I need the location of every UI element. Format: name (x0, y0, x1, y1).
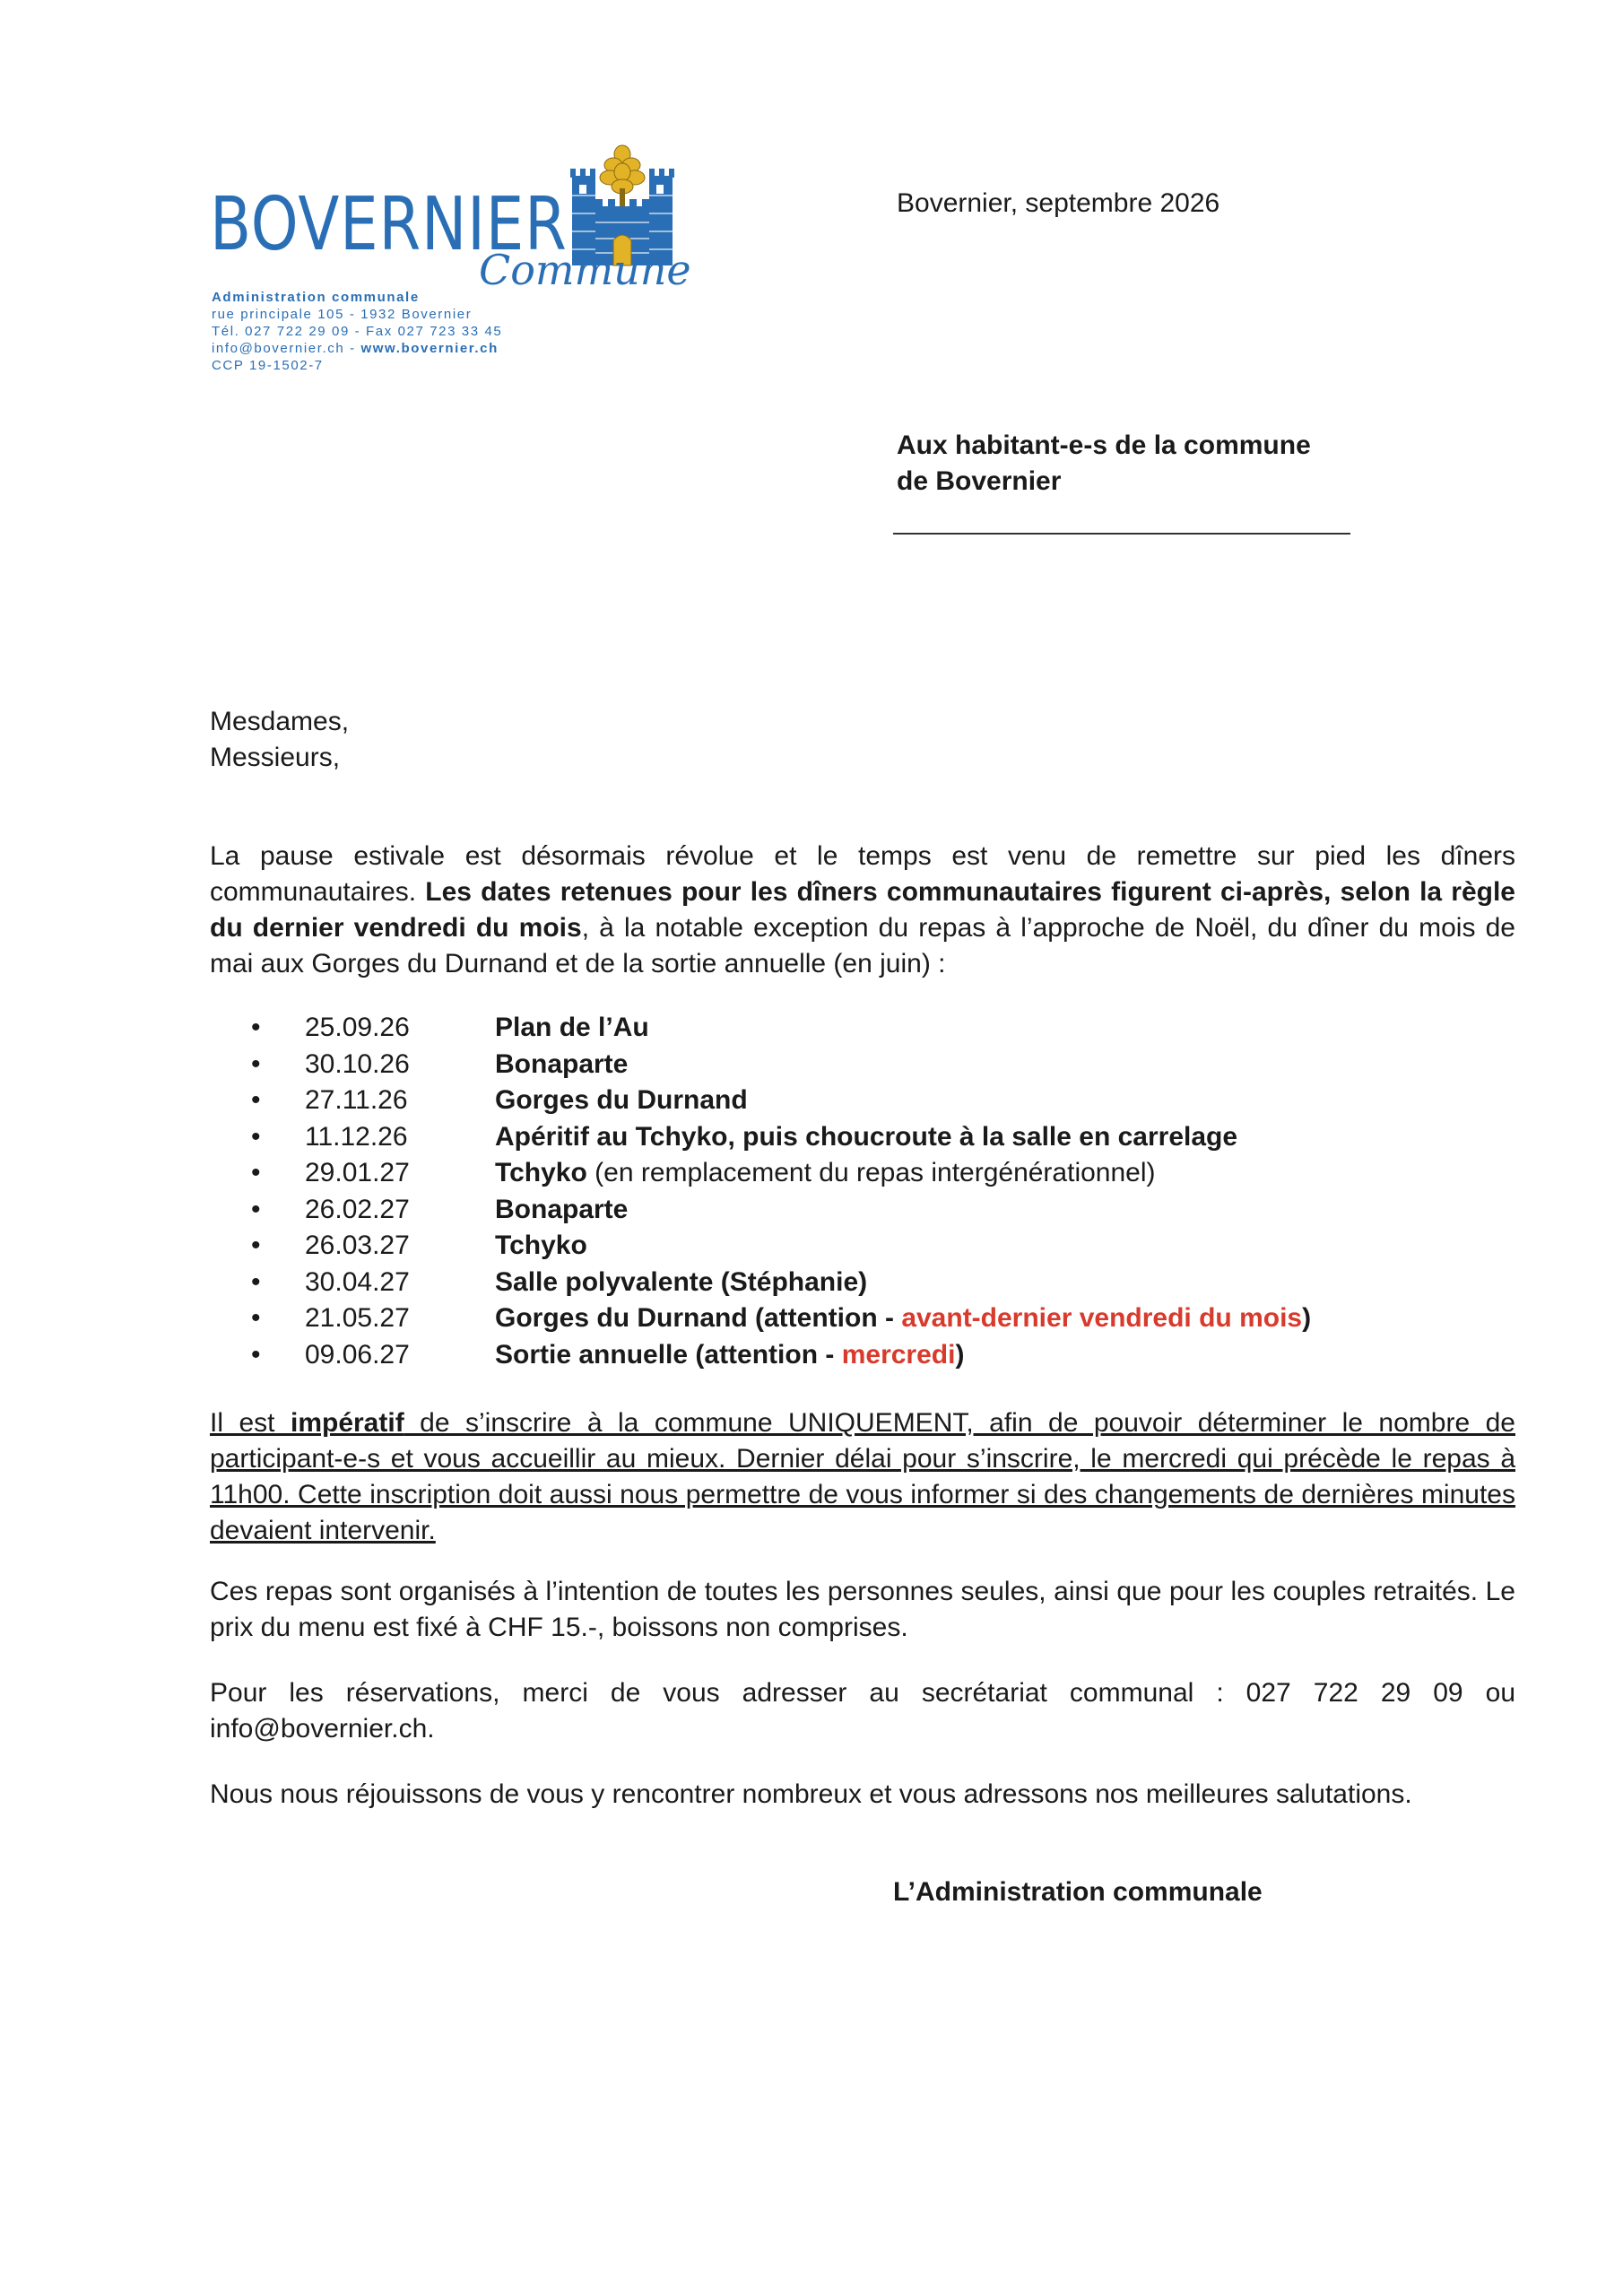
dinner-place: Gorges du Durnand (attention - avant-dernier vendredi du mois) (495, 1303, 1312, 1333)
registration-bold: impératif (290, 1408, 404, 1438)
bullet-icon: • (251, 1013, 261, 1042)
dinner-date: 27.11.26 (305, 1085, 408, 1115)
dinner-date: 30.10.26 (305, 1048, 410, 1079)
bullet-icon: • (251, 1194, 261, 1224)
recipient-divider (893, 533, 1350, 535)
sender-ccp: CCP 19-1502-7 (212, 358, 324, 373)
bullet-icon: • (251, 1048, 261, 1079)
logo-commune-script: Commune (479, 246, 691, 294)
audience-paragraph: Ces repas sont organisés à l’intention de toutes les personnes seules, ainsi que pour les couples retraités. Le prix du menu est fixé à CHF 15.-, boissons non comprises. (210, 1577, 1515, 1642)
logo-wordmark: BOVERNIER (210, 182, 568, 267)
bullet-icon: • (251, 1085, 261, 1115)
recipient-line-2: de Bovernier (897, 466, 1062, 496)
dinner-place: Gorges du Durnand (495, 1085, 748, 1115)
signature: L’Administration communale (893, 1877, 1263, 1907)
bullet-icon: • (251, 1158, 261, 1187)
dinner-date: 21.05.27 (305, 1303, 410, 1333)
commune-logo (210, 142, 691, 294)
sender-organisation: Administration communale (212, 290, 420, 305)
intro-bold: Les dates retenues pour les dîners communautaires figurent ci-après, selon la règle du dernier vendredi du mois (210, 877, 1515, 943)
dinner-date: 25.09.26 (305, 1013, 410, 1042)
recipient-line-1: Aux habitant-e-s de la commune (897, 430, 1311, 460)
dinner-place: Apéritif au Tchyko, puis choucroute à la salle en carrelage (495, 1121, 1238, 1152)
recipient-block (897, 428, 1311, 500)
dinner-date: 30.04.27 (305, 1266, 410, 1297)
dinner-date: 26.02.27 (305, 1194, 410, 1224)
intro-paragraph (210, 839, 1515, 982)
bullet-icon: • (251, 1231, 261, 1260)
bullet-icon: • (251, 1121, 261, 1152)
sender-email: info@bovernier.ch - (212, 341, 361, 356)
dinner-date: 29.01.27 (305, 1158, 410, 1187)
dinner-place: Bonaparte (495, 1194, 629, 1224)
salutation (210, 704, 1515, 776)
bullet-icon: • (251, 1266, 261, 1297)
salutation-line-2: Messieurs, (210, 743, 341, 772)
dinner-date: 09.06.27 (305, 1339, 410, 1370)
dinner-place: Tchyko (en remplacement du repas intergénérationnel) (495, 1158, 1156, 1187)
reservations-paragraph: Pour les réservations, merci de vous adresser au secrétariat communal : 027 722 29 09 ou info@bovernier.ch. (210, 1678, 1515, 1744)
registration-text-2: de s’inscrire à la commune UNIQUEMENT, afin de pouvoir déterminer le nombre de participant-e-s et vous accueillir au mieux. Dernier délai pour s’inscrire, le mercredi qui précède le repas à 11h00. Cette inscription doit aussi nous permettre de vous informer si des changements de dernières minutes devaient intervenir. (210, 1408, 1515, 1545)
intro-text-2: , à la notable exception du repas à l’approche de Noël, du dîner du mois de mai aux Gorges du Durnand et de la sortie annuelle (en juin) : (210, 913, 1515, 978)
sender-contact (212, 340, 502, 357)
intro-text-1: La pause estivale est désormais révolue et le temps est venu de remettre sur pied les dîners communautaires. (210, 841, 1515, 907)
dinner-place: Sortie annuelle (attention - mercredi) (495, 1339, 965, 1370)
sender-address (212, 289, 502, 374)
bullet-icon: • (251, 1303, 261, 1333)
sender-street: rue principale 105 - 1932 Bovernier (212, 307, 473, 322)
dinner-place: Bonaparte (495, 1048, 629, 1079)
bullet-icon: • (251, 1339, 261, 1370)
dinner-place: Salle polyvalente (Stéphanie) (495, 1266, 868, 1297)
dinner-date: 11.12.26 (305, 1121, 408, 1152)
registration-text-1: Il est (210, 1408, 291, 1438)
salutation-line-1: Mesdames, (210, 707, 350, 736)
dinner-place: Plan de l’Au (495, 1013, 649, 1042)
closing-paragraph: Nous nous réjouissons de vous y rencontrer nombreux et vous adressons nos meilleures salutations. (210, 1779, 1412, 1809)
letter-date: Bovernier, septembre 2026 (897, 188, 1220, 218)
dinner-place: Tchyko (495, 1231, 587, 1260)
sender-website: www.bovernier.ch (360, 341, 499, 356)
registration-paragraph (210, 1405, 1515, 1549)
sender-phone: Tél. 027 722 29 09 - Fax 027 723 33 45 (212, 324, 503, 339)
dinner-date: 26.03.27 (305, 1231, 410, 1260)
